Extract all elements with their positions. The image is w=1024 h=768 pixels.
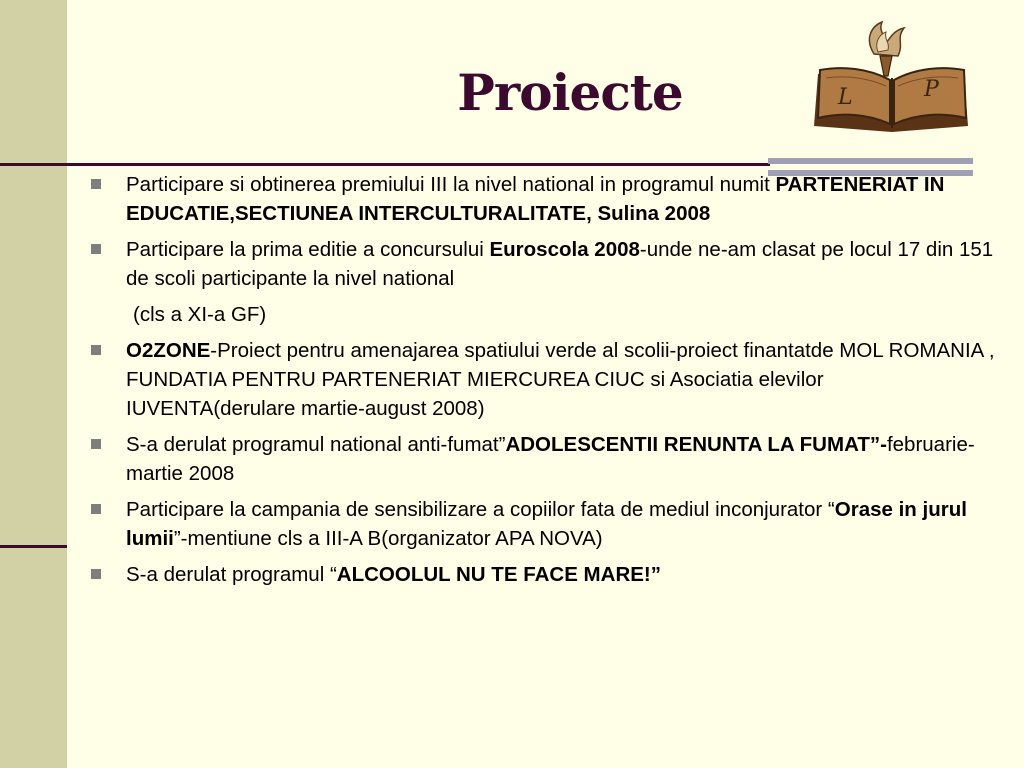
bullet-marker (91, 244, 101, 254)
list-item-text: Participare si obtinerea premiului III la nivel national in programul numit (126, 173, 776, 196)
bullet-marker (91, 504, 101, 514)
list-item-subnote: (cls a XI-a GF) (133, 303, 267, 326)
list-item (90, 495, 995, 553)
bullet-marker (91, 179, 101, 189)
list-item-text: S-a derulat programul “ (126, 563, 337, 586)
list-item-emphasis: ADOLESCENTII RENUNTA LA FUMAT”- (505, 433, 887, 456)
bullet-marker (91, 569, 101, 579)
list-item-text: -unde ne-am clasat pe locul 17 din 151 de scoli participante la nivel national (126, 238, 994, 290)
list-item (90, 336, 995, 423)
bullet-marker (91, 439, 101, 449)
bullet-list (90, 170, 995, 596)
list-item (90, 235, 995, 293)
list-item-emphasis: PARTENERIAT IN EDUCATIE,SECTIUNEA INTERCULTURALITATE, Sulina 2008 (126, 173, 945, 225)
list-item-text: S-a derulat programul national anti-fumat” (126, 433, 506, 456)
list-item-emphasis: Euroscola 2008 (489, 238, 640, 261)
list-item-text: ”-mentiune cls a III-A B(organizator APA NOVA) (173, 527, 603, 550)
list-item-text: februarie-martie 2008 (126, 433, 975, 485)
open-book-torch-icon (812, 16, 972, 134)
left-decorative-band (0, 0, 67, 768)
list-item-text: Participare la campania de sensibilizare a copiilor fata de mediul inconjurator “ (126, 498, 835, 521)
gray-accent-bar-top (768, 158, 973, 164)
slide-title: Proiecte (457, 63, 683, 122)
list-item (90, 430, 995, 488)
title-divider-line (0, 163, 770, 166)
logo-letter-left: L (838, 85, 853, 110)
list-item-text: -Proiect pentru amenajarea spatiului verde al scolii-proiect finantatde MOL ROMANIA , FUNDATIA PENTRU PARTENERIAT MIERCUREA CIUC si Asociatia elevilor IUVENTA(derulare martie-august 2008) (126, 339, 995, 420)
left-band-divider-line (0, 545, 67, 548)
list-item (90, 170, 995, 228)
list-item-emphasis: ALCOOLUL NU TE FACE MARE!” (336, 563, 661, 586)
list-item-emphasis: Orase in jurul lumii (126, 498, 967, 550)
logo-letter-right: P (924, 77, 939, 102)
list-item-emphasis: O2ZONE (126, 339, 211, 362)
list-item (90, 560, 995, 589)
bullet-marker (91, 345, 101, 355)
list-item-text: Participare la prima editie a concursului (126, 238, 490, 261)
